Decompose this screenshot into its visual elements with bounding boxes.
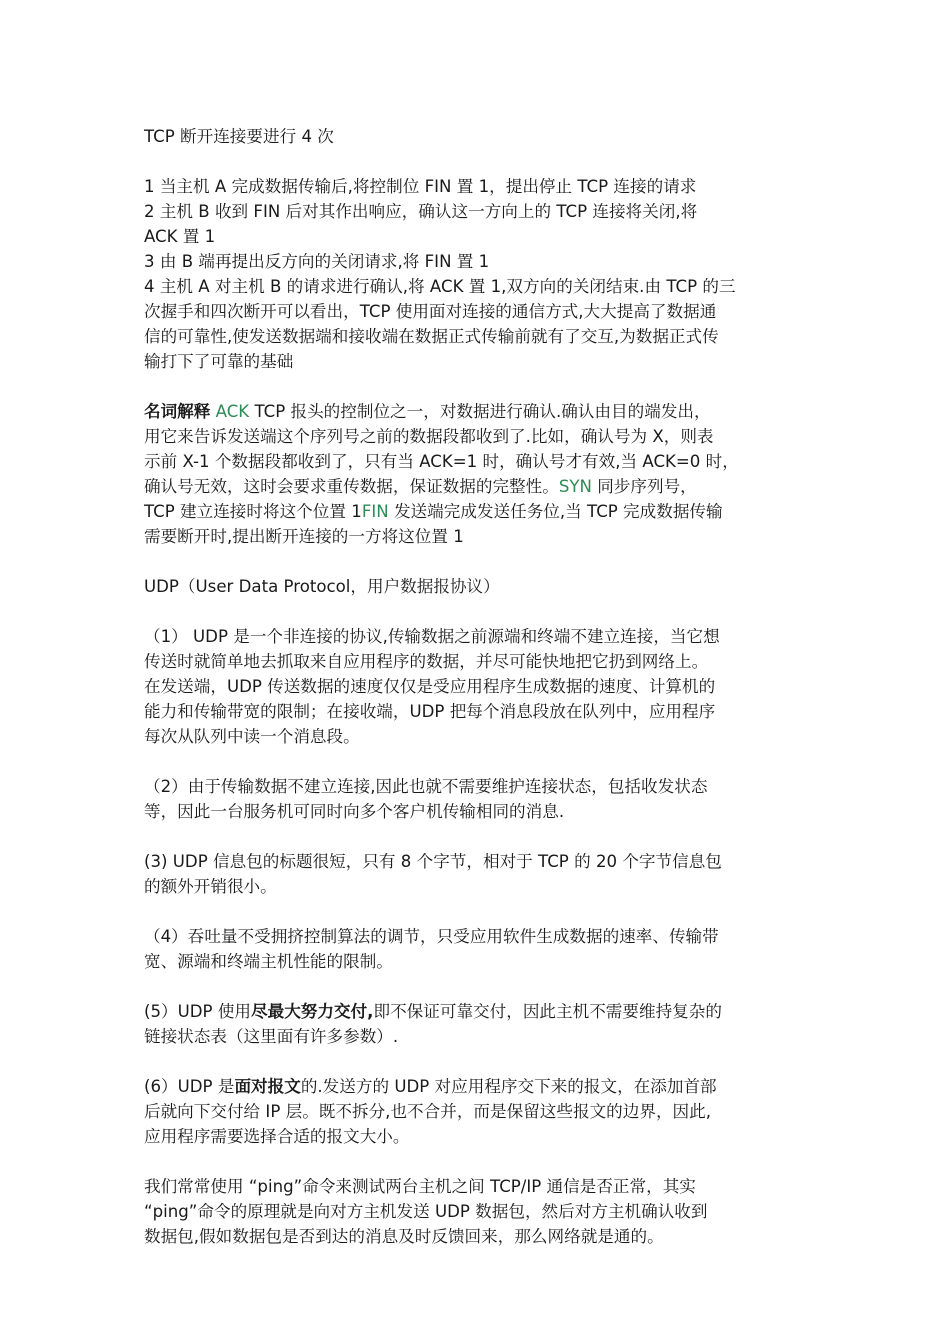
glossary-line-4 — [144, 474, 812, 499]
udp-point-1-line: （1） UDP 是一个非连接的协议,传输数据之前源端和终端不建立连接，当它想 — [144, 627, 720, 646]
glossary-heading: 名词解释 — [144, 402, 211, 421]
udp-point-6-line-3: 应用程序需要选择合适的报文大小。 — [144, 1127, 410, 1146]
glossary-line-5 — [144, 499, 812, 524]
glossary-term-syn: SYN — [558, 477, 592, 496]
tcp-step-4-line-3: 信的可靠性,使发送数据端和接收端在数据正式传输前就有了交互,为数据正式传 — [144, 327, 719, 346]
tcp-section-title: TCP 断开连接要进行 4 次 — [144, 127, 334, 146]
glossary-term-fin: FIN — [361, 502, 389, 521]
udp-point-3-line: 的额外开销很小。 — [144, 877, 277, 896]
tcp-step-4-line-2: 次握手和四次断开可以看出，TCP 使用面对连接的通信方式,大大提高了数据通 — [144, 302, 717, 321]
udp-point-6-emphasis: 面对报文 — [234, 1077, 301, 1096]
udp-section-title: UDP（User Data Protocol，用户数据报协议） — [144, 577, 500, 596]
udp-point-5-emphasis: 尽最大努力交付, — [251, 1002, 374, 1021]
tcp-step-4-line-4: 输打下了可靠的基础 — [144, 352, 294, 371]
glossary-line-5-text: TCP 建立连接时将这个位置 1 — [144, 502, 362, 521]
glossary-line-3: 示前 X-1 个数据段都收到了，只有当 ACK=1 时，确认号才有效,当 ACK=0 时， — [144, 452, 739, 471]
udp-point-6-prefix: (6）UDP 是 — [144, 1077, 235, 1096]
glossary-term-ack: ACK — [215, 402, 250, 421]
udp-point-6-line-2: 后就向下交付给 IP 层。既不拆分,也不合并，而是保留这些报文的边界，因此, — [144, 1102, 711, 1121]
udp-point-2-line: 等，因此一台服务机可同时向多个客户机传输相同的消息. — [144, 802, 565, 821]
udp-point-4-line: （4）吞吐量不受拥挤控制算法的调节，只受应用软件生成数据的速率、传输带 — [144, 927, 719, 946]
ping-paragraph-line: “ping”命令的原理就是向对方主机发送 UDP 数据包，然后对方主机确认收到 — [144, 1202, 708, 1221]
tcp-step-2-line-1: 2 主机 B 收到 FIN 后对其作出响应，确认这一方向上的 TCP 连接将关闭,将 — [144, 202, 698, 221]
glossary-line-1 — [144, 399, 812, 424]
glossary-fin-text: 发送端完成发送任务位,当 TCP 完成数据传输 — [388, 502, 723, 521]
ping-paragraph-line: 数据包,假如数据包是否到达的消息及时反馈回来，那么网络就是通的。 — [144, 1227, 664, 1246]
tcp-step-4-line-1: 4 主机 A 对主机 B 的请求进行确认,将 ACK 置 1,双方向的关闭结束.由 TCP 的三 — [144, 277, 736, 296]
ping-paragraph-line: 我们常常使用 “ping”命令来测试两台主机之间 TCP/IP 通信是否正常，其实 — [144, 1177, 696, 1196]
tcp-step-3: 3 由 B 端再提出反方向的关闭请求,将 FIN 置 1 — [144, 252, 490, 271]
udp-point-5-line-1 — [144, 999, 812, 1024]
glossary-line-2: 用它来告诉发送端这个序列号之前的数据段都收到了.比如，确认号为 X，则表 — [144, 427, 714, 446]
glossary-syn-text: 同步序列号， — [591, 477, 697, 496]
udp-point-5-text: 即不保证可靠交付，因此主机不需要维持复杂的 — [373, 1002, 722, 1021]
document-body — [144, 124, 812, 1249]
tcp-step-1: 1 当主机 A 完成数据传输后,将控制位 FIN 置 1，提出停止 TCP 连接的请求 — [144, 177, 697, 196]
udp-point-2-line: （2）由于传输数据不建立连接,因此也就不需要维护连接状态，包括收发状态 — [144, 777, 708, 796]
glossary-line-6: 需要断开时,提出断开连接的一方将这位置 1 — [144, 527, 464, 546]
glossary-ack-text: TCP 报头的控制位之一，对数据进行确认.确认由目的端发出， — [249, 402, 711, 421]
udp-point-5-line-2: 链接状态表（这里面有许多参数）. — [144, 1027, 399, 1046]
tcp-step-2-line-2: ACK 置 1 — [144, 227, 216, 246]
udp-point-1-line: 传送时就简单地去抓取来自应用程序的数据，并尽可能快地把它扔到网络上。 — [144, 652, 709, 671]
udp-point-1-line: 能力和传输带宽的限制；在接收端，UDP 把每个消息段放在队列中，应用程序 — [144, 702, 716, 721]
udp-point-6-line-1 — [144, 1074, 812, 1099]
udp-point-1-line: 每次从队列中读一个消息段。 — [144, 727, 360, 746]
udp-point-4-line: 宽、源端和终端主机性能的限制。 — [144, 952, 393, 971]
udp-point-1-line: 在发送端，UDP 传送数据的速度仅仅是受应用程序生成数据的速度、计算机的 — [144, 677, 716, 696]
udp-point-6-text: 的.发送方的 UDP 对应用程序交下来的报文，在添加首部 — [300, 1077, 717, 1096]
glossary-line-4-text: 确认号无效，这时会要求重传数据，保证数据的完整性。 — [144, 477, 559, 496]
udp-point-5-prefix: (5）UDP 使用 — [144, 1002, 252, 1021]
udp-point-3-line: (3) UDP 信息包的标题很短，只有 8 个字节，相对于 TCP 的 20 个字节信息包 — [144, 852, 722, 871]
